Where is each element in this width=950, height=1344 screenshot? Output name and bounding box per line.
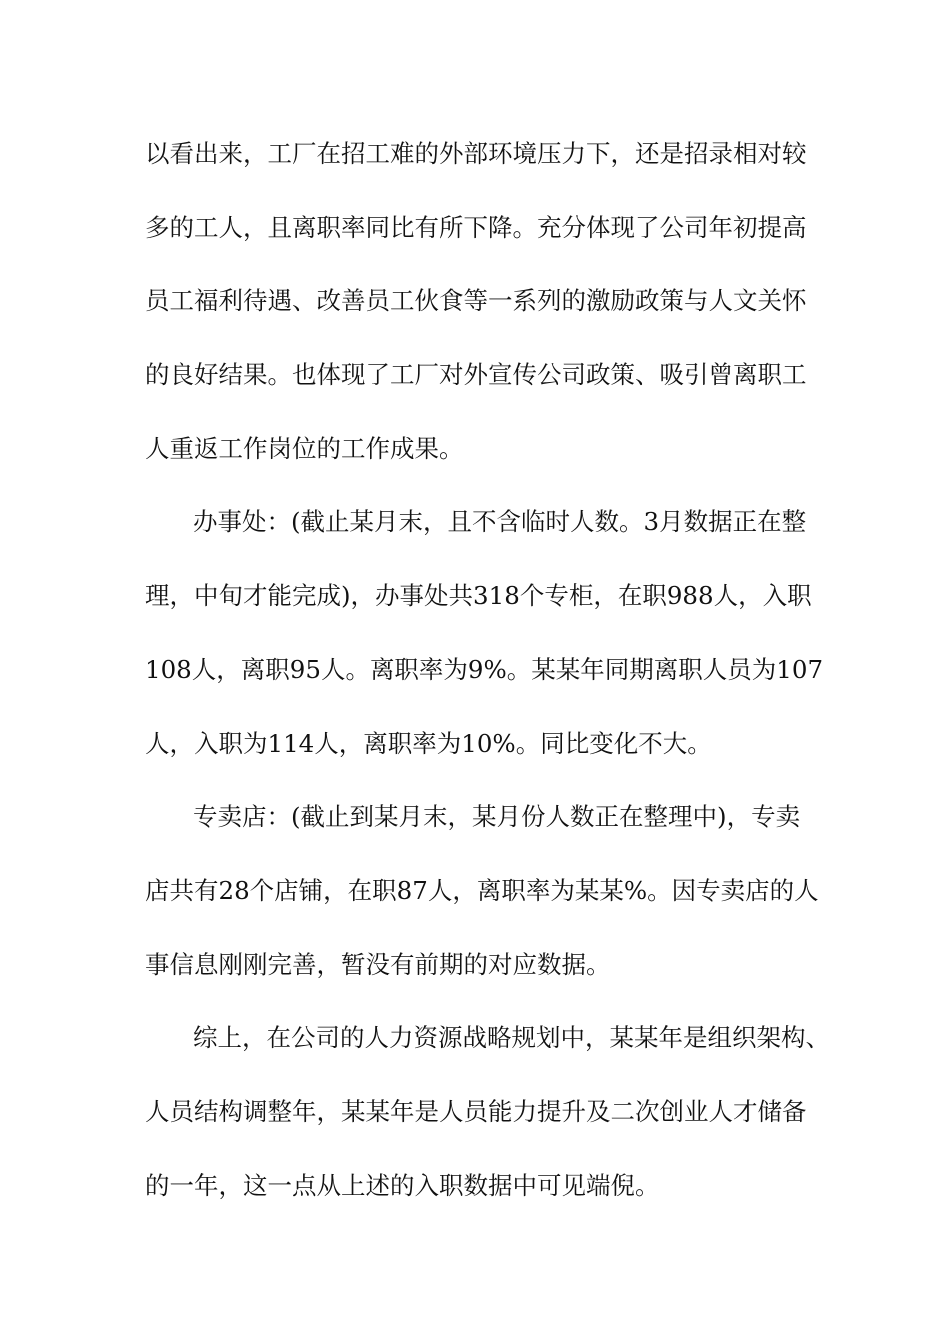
paragraph-start-line: 专卖店：(截止到某月末，某月份人数正在整理中)，专卖 [193, 802, 801, 832]
paragraph-start-line: 综上，在公司的人力资源战略规划中，某某年是组织架构、 [193, 1023, 830, 1053]
text-line: 人员结构调整年，某某年是人员能力提升及二次创业人才储备 [145, 1096, 807, 1126]
document-body [145, 130, 830, 1235]
text-line: 店共有28个店铺，在职87人，离职率为某某%。因专卖店的人 [145, 875, 819, 905]
paragraph-start-line: 办事处：(截止某月末，且不含临时人数。3月数据正在整 [193, 507, 807, 537]
text-line: 多的工人，且离职率同比有所下降。充分体现了公司年初提高 [145, 212, 807, 242]
text-line: 事信息刚刚完善，暂没有前期的对应数据。 [145, 949, 611, 979]
text-line: 人重返工作岗位的工作成果。 [145, 433, 464, 463]
text-line: 以看出来，工厂在招工难的外部环境压力下，还是招录相对较 [145, 139, 807, 168]
text-line: 108人，离职95人。离职率为9%。某某年同期离职人员为107 [145, 654, 824, 684]
text-line: 理，中旬才能完成)，办事处共318个专柜，在职988人，入职 [145, 581, 812, 611]
text-line: 的良好结果。也体现了工厂对外宣传公司政策、吸引曾离职工 [145, 360, 807, 390]
text-line: 员工福利待遇、改善员工伙食等一系列的激励政策与人文关怀 [145, 286, 807, 316]
text-line: 人，入职为114人，离职率为10%。同比变化不大。 [145, 728, 712, 758]
text-line: 的一年，这一点从上述的入职数据中可见端倪。 [145, 1170, 660, 1200]
